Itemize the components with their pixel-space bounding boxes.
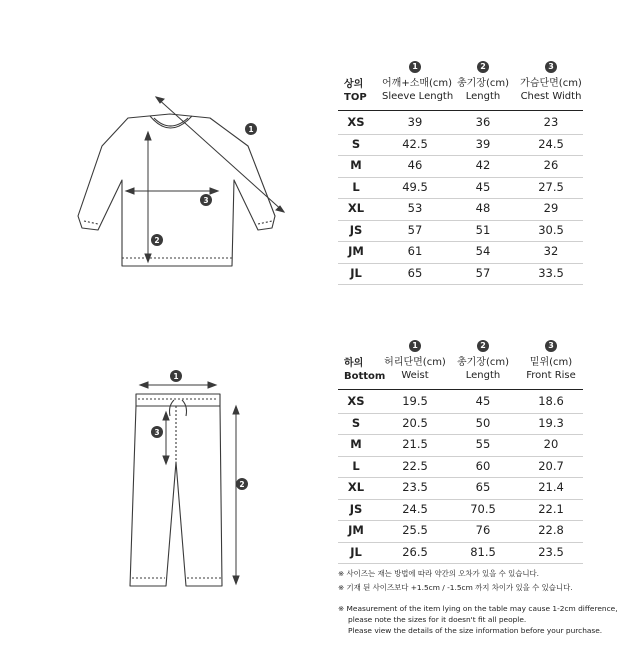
top-col-length: 2 총기장(cm) Length (456, 62, 510, 102)
marker-3: 3 (154, 428, 160, 437)
table-row: JL 65 57 33.5 (338, 263, 583, 286)
table-header-rule (338, 110, 583, 111)
note-ko-1: ※ 사이즈는 재는 방법에 따라 약간의 오차가 있을 수 있습니다. (338, 569, 540, 578)
marker-2: 2 (239, 480, 245, 489)
table-row: L 49.5 45 27.5 (338, 177, 583, 200)
bottom-col-rise: 3 밑위(cm) Front Rise (526, 341, 576, 381)
marker-2: 2 (477, 340, 489, 352)
bottom-size-table (338, 340, 583, 570)
top-col-sleeve: 1 어깨+소매(cm) Sleeve Length (382, 62, 454, 102)
marker-2: 2 (477, 61, 489, 73)
table-row: M 21.5 55 20 (338, 434, 583, 457)
table-row: JL 26.5 81.5 23.5 (338, 542, 583, 565)
table-row: XS 19.5 45 18.6 (338, 391, 583, 414)
bottom-table-title: 하의 Bottom (344, 358, 386, 382)
table-row: S 20.5 50 19.3 (338, 413, 583, 436)
marker-3: 3 (203, 196, 209, 205)
marker-1: 1 (248, 125, 254, 134)
table-row: XL 23.5 65 21.4 (338, 477, 583, 500)
table-row: XL 53 48 29 (338, 198, 583, 221)
table-row: S 42.5 39 24.5 (338, 134, 583, 157)
note-en-2: please note the sizes for it doesn't fit all people. (348, 615, 527, 624)
top-table-title: 상의 TOP (344, 79, 367, 103)
marker-1: 1 (173, 372, 179, 381)
marker-3: 3 (545, 61, 557, 73)
table-row: XS 39 36 23 (338, 112, 583, 135)
marker-1: 1 (409, 61, 421, 73)
top-garment-illustration (70, 88, 290, 278)
table-header-rule (338, 389, 583, 390)
table-row: JS 57 51 30.5 (338, 220, 583, 243)
note-en-1: ※ Measurement of the item lying on the table may cause 1-2cm difference, (338, 604, 618, 613)
bottom-col-length: 2 총기장(cm) Length (456, 341, 510, 381)
bottom-garment-illustration (128, 366, 258, 596)
note-en-3: Please view the details of the size information before your purchase. (348, 626, 603, 635)
table-row: L 22.5 60 20.7 (338, 456, 583, 479)
table-row: M 46 42 26 (338, 155, 583, 178)
marker-3: 3 (545, 340, 557, 352)
marker-2: 2 (154, 236, 160, 245)
bottom-col-waist: 1 허리단면(cm) Weist (384, 341, 446, 381)
marker-1: 1 (409, 340, 421, 352)
top-col-chest: 3 가슴단면(cm) Chest Width (520, 62, 582, 102)
table-row: JS 24.5 70.5 22.1 (338, 499, 583, 522)
table-row: JM 61 54 32 (338, 241, 583, 264)
top-size-table (338, 61, 583, 291)
table-row: JM 25.5 76 22.8 (338, 520, 583, 543)
note-ko-2: ※ 기재 된 사이즈보다 +1.5cm / -1.5cm 까지 차이가 있을 수 있습니다. (338, 583, 573, 592)
